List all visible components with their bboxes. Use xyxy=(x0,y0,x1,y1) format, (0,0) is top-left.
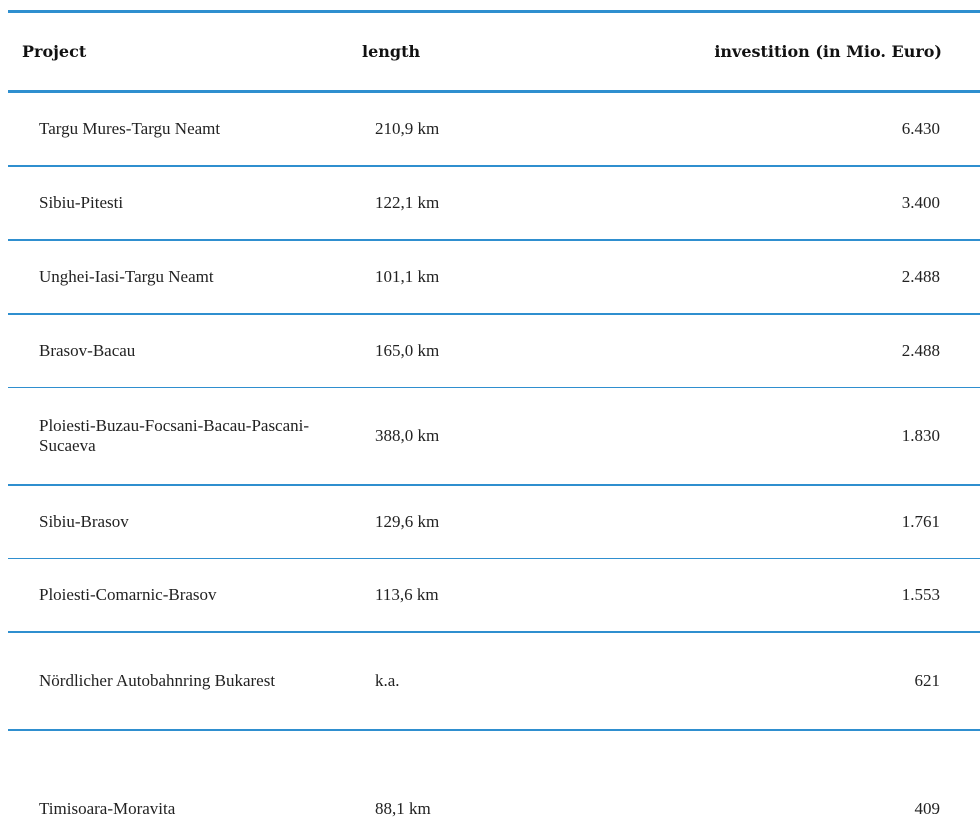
table-row xyxy=(8,388,980,486)
cell-length: 165,0 km xyxy=(362,314,532,388)
projects-table xyxy=(8,10,980,827)
table-row xyxy=(8,632,980,730)
cell-length: 88,1 km xyxy=(375,799,431,818)
table-row xyxy=(8,314,980,388)
cell-investment: 3.400 xyxy=(532,166,980,240)
cell-length: 129,6 km xyxy=(362,485,532,559)
cell-project: Timisoara-Moravita xyxy=(39,799,176,818)
projects-table-container xyxy=(8,10,942,827)
header-project: Project xyxy=(22,42,87,61)
cell-project: Ploiesti-Comarnic-Brasov xyxy=(8,559,362,633)
table-row xyxy=(8,166,980,240)
cell-investment: 1.553 xyxy=(532,559,980,633)
cell-investment: 2.488 xyxy=(532,314,980,388)
cell-project: Nördlicher Autobahnring Bukarest xyxy=(8,632,362,730)
table-row xyxy=(8,240,980,314)
table-header-row xyxy=(8,12,980,92)
cell-length: 122,1 km xyxy=(362,166,532,240)
cell-investment: 2.488 xyxy=(532,240,980,314)
cell-length: k.a. xyxy=(362,632,532,730)
table-row xyxy=(8,485,980,559)
cell-investment: 409 xyxy=(914,799,940,818)
cell-project: Targu Mures-Targu Neamt xyxy=(8,92,362,167)
cell-project: Sibiu-Brasov xyxy=(8,485,362,559)
cell-length: 388,0 km xyxy=(362,388,532,486)
cell-project: Ploiesti-Buzau-Focsani-Bacau-Pascani-Sucaeva xyxy=(8,388,362,486)
header-length: length xyxy=(362,42,421,61)
table-row xyxy=(8,559,980,633)
cell-investment: 1.830 xyxy=(532,388,980,486)
cell-investment: 1.761 xyxy=(532,485,980,559)
cell-length: 210,9 km xyxy=(362,92,532,167)
table-row xyxy=(8,730,980,827)
cell-length: 101,1 km xyxy=(362,240,532,314)
cell-length: 113,6 km xyxy=(362,559,532,633)
cell-investment: 6.430 xyxy=(532,92,980,167)
cell-project: Sibiu-Pitesti xyxy=(8,166,362,240)
cell-project: Brasov-Bacau xyxy=(8,314,362,388)
table-row xyxy=(8,92,980,167)
header-investment: investition (in Mio. Euro) xyxy=(714,42,942,61)
cell-project: Unghei-Iasi-Targu Neamt xyxy=(8,240,362,314)
cell-investment: 621 xyxy=(532,632,980,730)
